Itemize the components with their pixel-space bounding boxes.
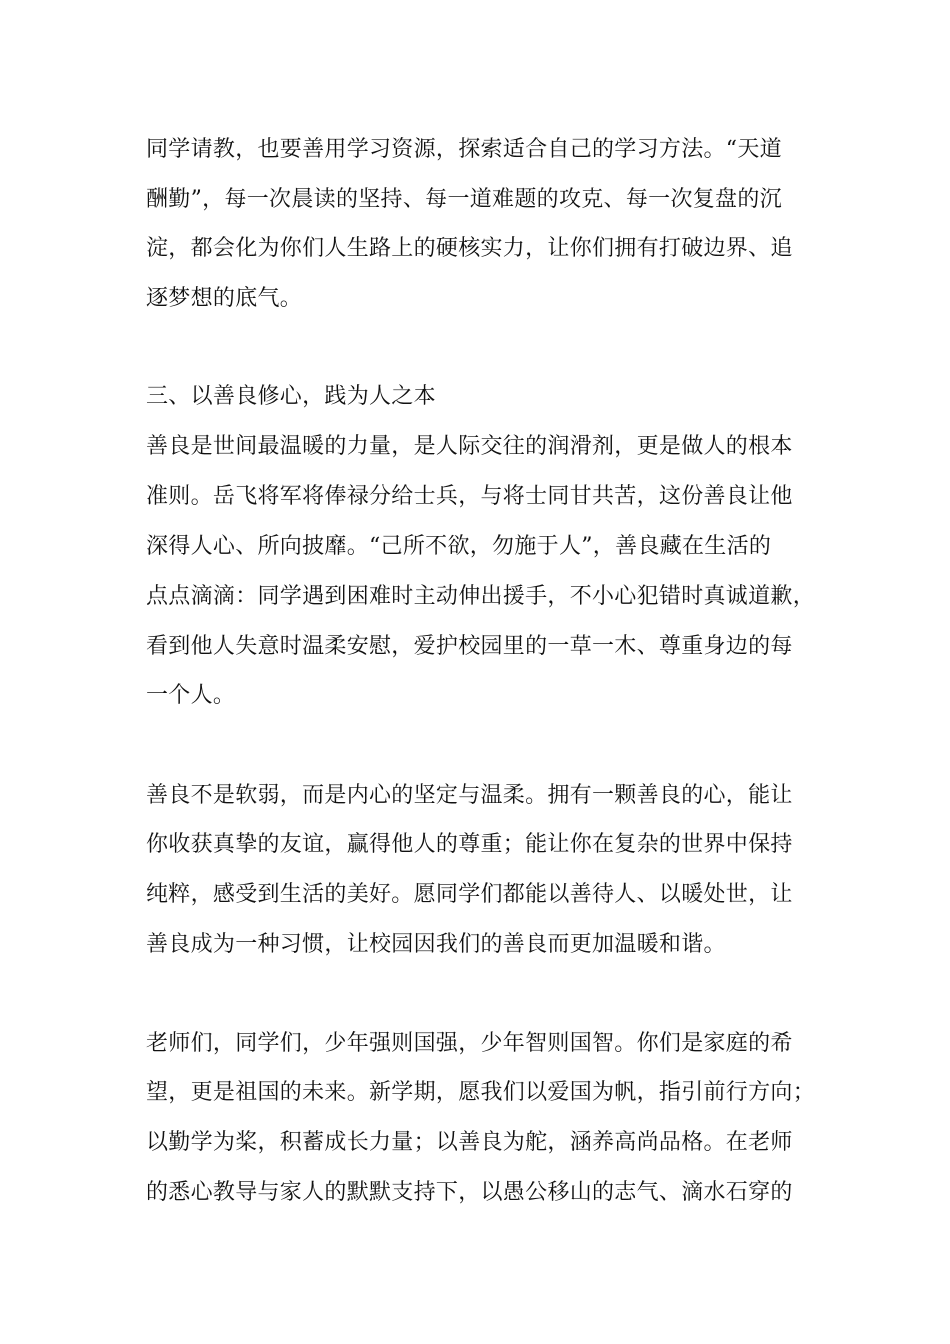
text-line: 你收获真挚的友谊，赢得他人的尊重；能让你在复杂的世界中保持 xyxy=(146,832,793,857)
text-line: 逐梦想的底气。 xyxy=(146,286,303,311)
text-line: 善良是世间最温暖的力量，是人际交往的润滑剂，更是做人的根本 xyxy=(146,434,793,459)
text-line: 望，更是祖国的未来。新学期，愿我们以爱国为帆，指引前行方向； xyxy=(146,1080,816,1105)
text-line: 纯粹，感受到生活的美好。愿同学们都能以善待人、以暖处世，让 xyxy=(146,882,793,907)
text-line: 以勤学为桨，积蓄成长力量；以善良为舵，涵养高尚品格。在老师 xyxy=(146,1130,793,1155)
text-line: 深得人心、所向披靡。“己所不欲，勿施于人”，善良藏在生活的 xyxy=(146,534,772,559)
text-line: 酬勤”，每一次晨读的坚持、每一道难题的攻克、每一次复盘的沉 xyxy=(146,187,782,212)
text-line: 淀，都会化为你们人生路上的硬核实力，让你们拥有打破边界、追 xyxy=(146,236,793,261)
section-heading: 三、以善良修心，践为人之本 xyxy=(146,384,436,409)
text-line: 的悉心教导与家人的默默支持下，以愚公移山的志气、滴水石穿的 xyxy=(146,1180,793,1205)
text-line: 老师们，同学们，少年强则国强，少年智则国智。你们是家庭的希 xyxy=(146,1031,793,1056)
text-line: 善良不是软弱，而是内心的坚定与温柔。拥有一颗善良的心，能让 xyxy=(146,783,793,808)
text-line: 准则。岳飞将军将俸禄分给士兵，与将士同甘共苦，这份善良让他 xyxy=(146,484,793,509)
text-line: 点点滴滴：同学遇到困难时主动伸出援手，不小心犯错时真诚道歉， xyxy=(146,584,816,609)
text-line: 善良成为一种习惯，让校园因我们的善良而更加温暖和谐。 xyxy=(146,932,726,957)
text-line: 同学请教，也要善用学习资源，探索适合自己的学习方法。“天道 xyxy=(146,137,782,162)
text-line: 看到他人失意时温柔安慰，爱护校园里的一草一木、尊重身边的每 xyxy=(146,634,793,659)
text-line: 一个人。 xyxy=(146,683,236,708)
